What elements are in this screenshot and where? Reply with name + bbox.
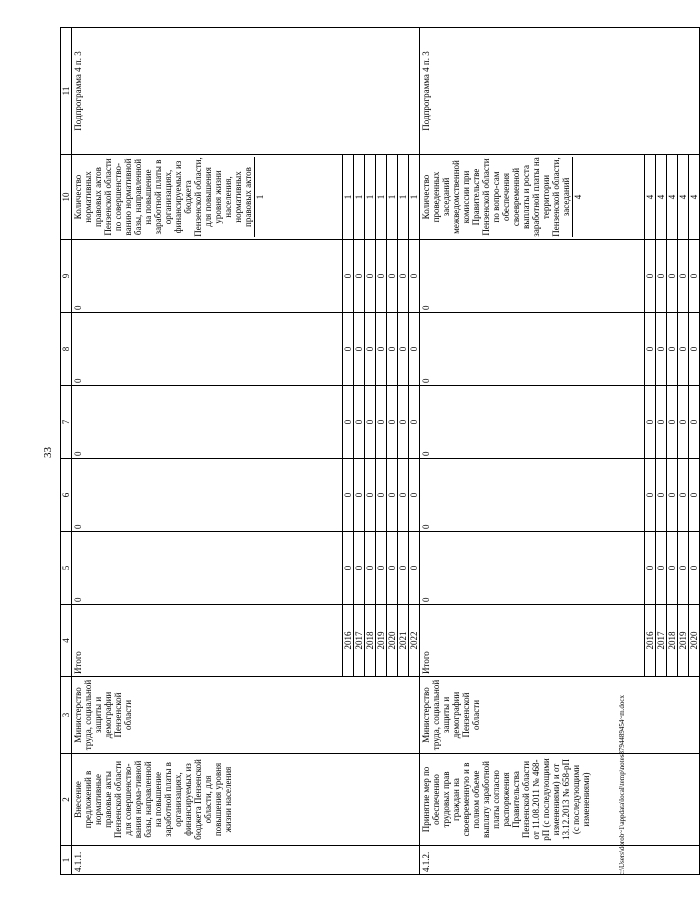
funding-year-value: 0: [409, 386, 420, 459]
funding-year-value: 0: [667, 240, 678, 313]
funding-year-value: 0: [645, 240, 656, 313]
year-label: 2019: [376, 605, 387, 677]
funding-total-value: 0: [72, 532, 343, 605]
column-number-8: 8: [61, 313, 72, 386]
funding-year-value: 0: [689, 386, 700, 459]
funding-year-value: 0: [387, 313, 398, 386]
year-label: 2020: [387, 605, 398, 677]
funding-year-value: 0: [354, 459, 365, 532]
funding-year-value: 0: [678, 313, 689, 386]
funding-year-value: 0: [656, 386, 667, 459]
funding-year-value: 0: [656, 459, 667, 532]
executor: Министерство труда, социальной защиты и демографии Пензенской области: [420, 677, 700, 754]
funding-year-value: 0: [398, 386, 409, 459]
funding-year-value: 0: [667, 532, 678, 605]
year-label: 2017: [354, 605, 365, 677]
indicator-total-value: 4: [572, 157, 583, 237]
column-number-10: 10: [61, 155, 72, 240]
funding-total-value: 0: [420, 459, 645, 532]
indicator-year-value: 1: [354, 155, 365, 240]
file-path: c:\Users\dorob~1\appdata\local\temp\notes8794489454~m.docx: [618, 694, 626, 875]
funding-total-value: 0: [420, 532, 645, 605]
indicator-year-value: 4: [656, 155, 667, 240]
funding-year-value: 0: [667, 313, 678, 386]
indicator-year-value: 4: [678, 155, 689, 240]
year-label: 2019: [678, 605, 689, 677]
funding-year-value: 0: [409, 240, 420, 313]
funding-year-value: 0: [376, 313, 387, 386]
funding-year-value: 0: [645, 386, 656, 459]
funding-year-value: 0: [387, 386, 398, 459]
funding-year-value: 0: [667, 459, 678, 532]
header-row: [61, 28, 72, 875]
funding-total-value: 0: [420, 313, 645, 386]
funding-year-value: 0: [354, 386, 365, 459]
funding-year-value: 0: [354, 532, 365, 605]
year-label: 2018: [667, 605, 678, 677]
funding-year-value: 0: [656, 313, 667, 386]
funding-total-value: 0: [72, 459, 343, 532]
column-number-11: 11: [61, 28, 72, 155]
funding-year-value: 0: [678, 386, 689, 459]
funding-year-value: 0: [387, 532, 398, 605]
funding-year-value: 0: [387, 459, 398, 532]
funding-year-value: 0: [656, 240, 667, 313]
table-row: [420, 28, 645, 875]
indicator-year-value: 4: [689, 155, 700, 240]
year-label: 2016: [343, 605, 354, 677]
column-number-5: 5: [61, 532, 72, 605]
year-label: 2022: [409, 605, 420, 677]
indicator-year-value: 1: [365, 155, 376, 240]
indicator-year-value: 1: [398, 155, 409, 240]
year-label: 2020: [689, 605, 700, 677]
funding-year-value: 0: [343, 532, 354, 605]
funding-year-value: 0: [376, 459, 387, 532]
funding-year-value: 0: [365, 459, 376, 532]
funding-year-value: 0: [398, 532, 409, 605]
indicator-year-value: 1: [409, 155, 420, 240]
year-label: 2021: [398, 605, 409, 677]
item-number: 4.1.1.: [72, 846, 420, 875]
funding-year-value: 0: [398, 240, 409, 313]
funding-year-value: 0: [689, 532, 700, 605]
indicator-description: Количество проведенных заседаний межведомственной комиссии при Правительстве Пензенской области по вопро-сам обеспечения своевременной выплаты и роста заработной платы на территории Пензенской области, заседаний 4: [420, 155, 645, 240]
column-number-3: 3: [61, 677, 72, 754]
funding-year-value: 0: [365, 240, 376, 313]
funding-year-value: 0: [645, 532, 656, 605]
funding-total-value: 0: [420, 240, 645, 313]
funding-year-value: 0: [365, 386, 376, 459]
indicator-year-value: 1: [343, 155, 354, 240]
funding-year-value: 0: [656, 532, 667, 605]
funding-year-value: 0: [678, 459, 689, 532]
funding-year-value: 0: [678, 532, 689, 605]
page-number: 33: [42, 447, 54, 458]
funding-year-value: 0: [354, 313, 365, 386]
funding-year-value: 0: [343, 386, 354, 459]
funding-year-value: 0: [689, 313, 700, 386]
funding-year-value: 0: [689, 459, 700, 532]
funding-year-value: 0: [343, 459, 354, 532]
action-description: Внесение предложений в нормативные правовые акты Пензенской области для совершенство-вания норма-тивной базы, направленной на повышение заработной платы в организациях, финансируемых из бюджета Пензенской области, для повышения уровня жизни населения: [72, 754, 420, 846]
funding-year-value: 0: [678, 240, 689, 313]
funding-year-value: 0: [376, 532, 387, 605]
year-label: 2017: [656, 605, 667, 677]
column-number-9: 9: [61, 240, 72, 313]
program-table: [60, 27, 700, 875]
indicator-year-value: 4: [645, 155, 656, 240]
total-label: Итого: [420, 605, 645, 677]
funding-year-value: 0: [398, 313, 409, 386]
column-number-2: 2: [61, 754, 72, 846]
funding-year-value: 0: [409, 532, 420, 605]
funding-year-value: 0: [343, 313, 354, 386]
funding-total-value: 0: [420, 386, 645, 459]
funding-year-value: 0: [409, 459, 420, 532]
indicator-year-value: 1: [387, 155, 398, 240]
funding-year-value: 0: [689, 240, 700, 313]
funding-year-value: 0: [387, 240, 398, 313]
year-label: 2016: [645, 605, 656, 677]
column-number-4: 4: [61, 605, 72, 677]
indicator-year-value: 1: [376, 155, 387, 240]
column-number-6: 6: [61, 459, 72, 532]
funding-year-value: 0: [365, 532, 376, 605]
column-number-7: 7: [61, 386, 72, 459]
funding-year-value: 0: [376, 386, 387, 459]
funding-year-value: 0: [667, 386, 678, 459]
funding-year-value: 0: [354, 240, 365, 313]
indicator-description: Количество нормативных правовых актов Пензенской области по совершенство-ванию нормативной базы, направленной на повышение заработной платы в организациях, финансируемых из бюджета Пензенской области, для повышения уровня жизни населения, нормативных правовых актов 1: [72, 155, 343, 240]
funding-year-value: 0: [376, 240, 387, 313]
funding-year-value: 0: [645, 459, 656, 532]
indicator-total-value: 1: [254, 157, 265, 237]
funding-year-value: 0: [365, 313, 376, 386]
program-link: Подпрограмма 4 п. 3: [420, 28, 700, 155]
column-number-1: 1: [61, 846, 72, 875]
total-label: Итого: [72, 605, 343, 677]
indicator-year-value: 4: [667, 155, 678, 240]
funding-year-value: 0: [343, 240, 354, 313]
year-label: 2018: [365, 605, 376, 677]
funding-total-value: 0: [72, 240, 343, 313]
action-description: Принятие мер по обеспечению трудовых прав граждан на своевременную и в полном объеме выплату заработной платы согласно распоряжения Правительства Пензенской области от 11.08.2011 № 468-рП (с последующими изменениями) и от 13.12.2013 № 658-рП (с последующими изменениями): [420, 754, 700, 846]
funding-year-value: 0: [409, 313, 420, 386]
funding-total-value: 0: [72, 386, 343, 459]
table-row: [72, 28, 343, 875]
funding-total-value: 0: [72, 313, 343, 386]
executor: Министерство труда, социальной защиты и демографии Пензенской области: [72, 677, 420, 754]
funding-year-value: 0: [398, 459, 409, 532]
program-link: Подпрограмма 4 п. 3: [72, 28, 420, 155]
funding-year-value: 0: [645, 313, 656, 386]
item-number: 4.1.2.: [420, 846, 700, 875]
